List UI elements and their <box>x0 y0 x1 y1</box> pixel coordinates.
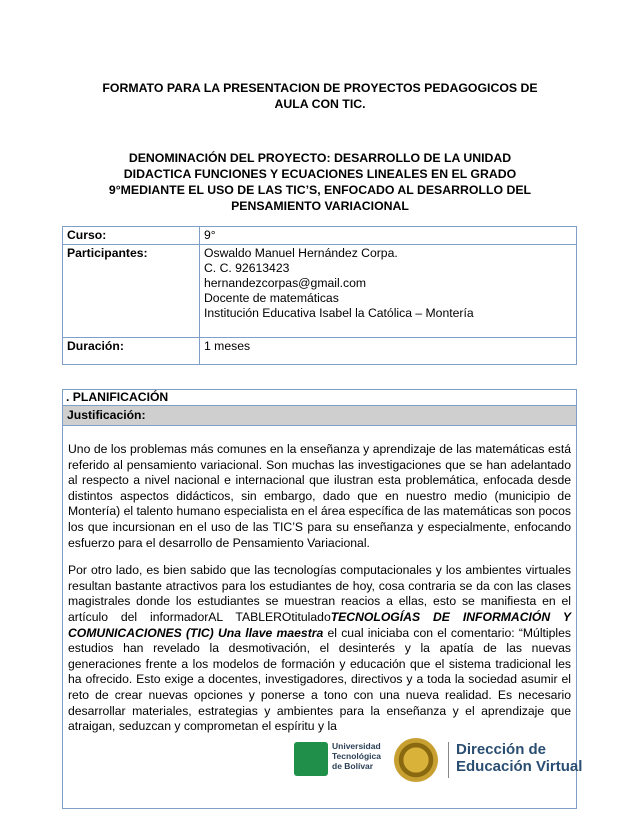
divider <box>448 742 449 778</box>
utb-name-line: de Bolívar <box>332 761 374 771</box>
project-name-line: DIDACTICA FUNCIONES Y ECUACIONES LINEALES EN EL GRADO <box>123 167 517 181</box>
justification-body <box>63 426 576 735</box>
utb-logo <box>290 738 390 782</box>
utb-name-line: Tecnológica <box>332 751 381 761</box>
project-name-line: DENOMINACIÓN DEL PROYECTO: DESARROLLO DE LA UNIDAD <box>128 151 512 165</box>
seal-icon <box>394 738 438 782</box>
participants-value <box>200 245 577 338</box>
participant-line: Institución Educativa Isabel la Católica – Montería <box>204 306 474 320</box>
title-line-2: AULA CON TIC. <box>274 97 366 111</box>
course-value: 9° <box>200 227 577 245</box>
participant-email: hernandezcorpas@gmail.com <box>204 276 367 290</box>
paragraph-text: Por otro lado, es bien sabido que las tecnologías computacionales y los ambientes virtuales resultan bastante atractivos para los estudiantes de hoy, cosa contraria se da con las clases magistrales donde los estudiantes se muestran reacios a ellas, esto se manifiesta en el artículo del informadorAL TABLEROtitulado <box>68 563 571 624</box>
course-label: Curso: <box>63 227 200 245</box>
title-line-1: FORMATO PARA LA PRESENTACION DE PROYECTOS PEDAGOGICOS DE <box>102 81 538 95</box>
duration-label: Duración: <box>63 338 200 365</box>
paragraph: Uno de los problemas más comunes en la enseñanza y aprendizaje de las matemáticas está referido al pensamiento variacional. Son muchas las investigaciones que se han adelantado al respecto a nivel nacional e internacional que ilustran esta problemática, enfocada desde distintos aspectos didácticos, sin embargo, dado que en nuestro medio (municipio de Montería) el talento humano especialista en el área específica de las matemáticas son pocos los que incursionan en el uso de las TIC’S para su enseñanza y especialmente, enfocando esfuerzo para el desarrollo de Pensamiento Variacional. <box>68 442 571 550</box>
article-title: TECNOLOGÍAS DE INFORMACIÓN Y COMUNICACIONES (TIC) Una llave maestra <box>68 609 571 640</box>
duration-row <box>63 338 577 365</box>
planning-header: . PLANIFICACIÓN <box>63 390 576 406</box>
participant-line: Docente de matemáticas <box>204 291 339 305</box>
utb-name-line: Universidad <box>332 741 381 751</box>
duration-value: 1 meses <box>200 338 577 365</box>
paragraph-text: el cual iniciaba con el comentario: “Múltiples estudios han revelado la desmotivación, el desinterés y la apatía de las nuevas generaciones frente a los modelos de formación y educación que el sistema tradicional les ha ofrecido. Esto exige a docentes, investigadores, directivos y a toda la sociedad asumir el reto de crear nuevas opciones y ponerse a tono con una nueva realidad. Es necesario desarrollar materiales, estrategias y ambientes para la enseñanza y el aprendizaje que atraigan, seduzcan y comprometan el espíritu y la <box>68 625 571 734</box>
utb-emblem-icon <box>294 742 328 776</box>
footer-logos <box>290 738 590 782</box>
participant-line: Oswaldo Manuel Hernández Corpa. <box>204 246 398 260</box>
participant-line: C. C. 92613423 <box>204 261 290 275</box>
project-name <box>60 150 580 214</box>
course-row <box>63 227 577 245</box>
dev-line-2: Educación Virtual <box>456 758 583 775</box>
participants-row <box>63 245 577 338</box>
info-table <box>62 226 577 365</box>
justification-header: Justificación: <box>63 406 576 426</box>
paragraph <box>68 563 571 735</box>
project-name-line: PENSAMIENTO VARIACIONAL <box>231 199 409 213</box>
virtual-education-logo <box>456 741 582 776</box>
participants-label: Participantes: <box>63 245 200 338</box>
project-name-line: 9°MEDIANTE EL USO DE LAS TIC’S, ENFOCADO AL DESARROLLO DEL <box>108 183 532 197</box>
dev-line-1: Dirección de <box>456 741 547 758</box>
document-title <box>70 80 570 112</box>
